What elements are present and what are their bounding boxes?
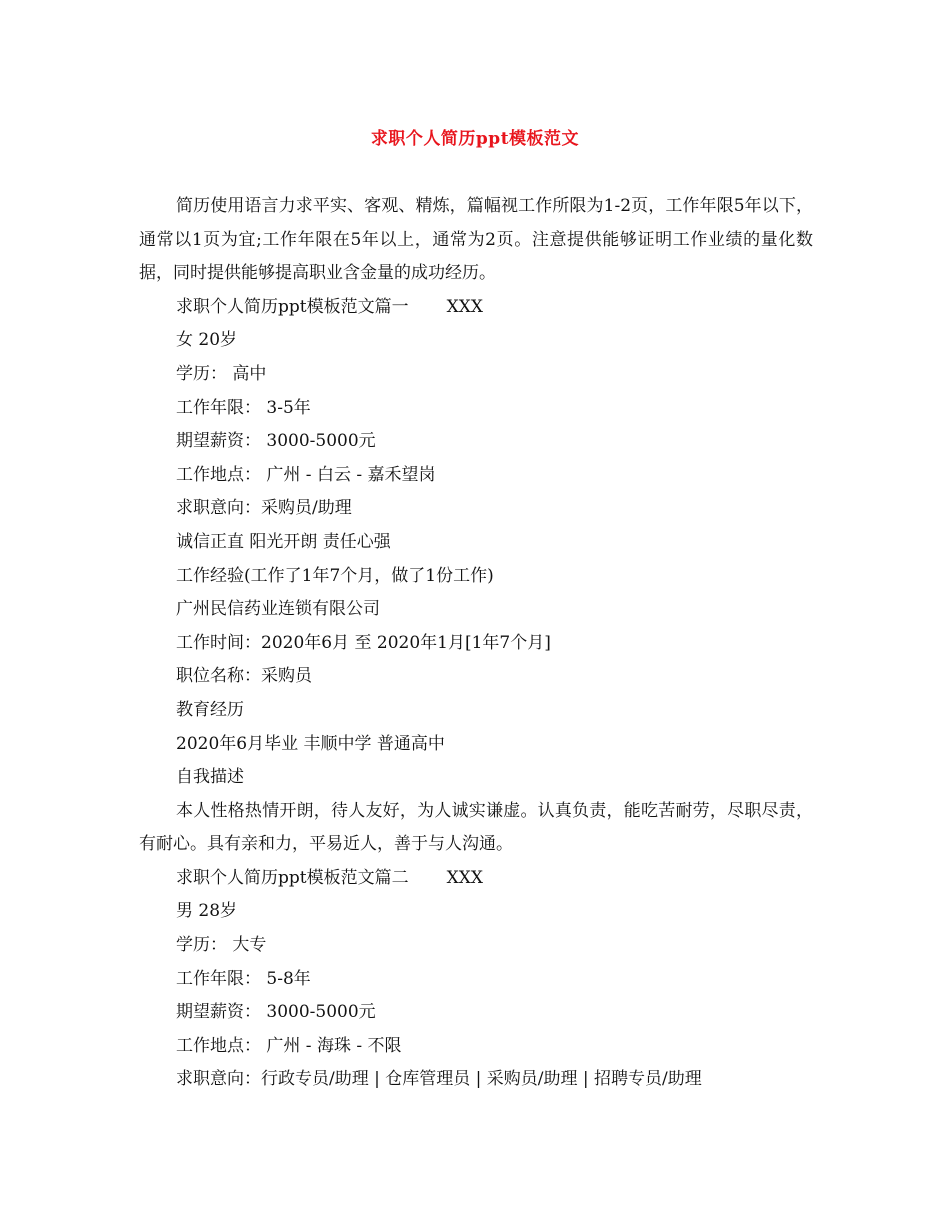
resume1-heading-line	[139, 291, 813, 325]
resume1-education: 学历： 高中	[176, 363, 267, 384]
resume1-position: 职位名称：采购员	[176, 666, 312, 687]
resume2-years: 工作年限： 5-8年	[176, 968, 311, 989]
resume2-heading-line	[139, 862, 813, 896]
resume2-gender-age: 男 28岁	[176, 901, 238, 922]
resume1-gender-age: 女 20岁	[176, 330, 238, 351]
resume1-self-heading: 自我描述	[176, 767, 244, 788]
resume2-heading: 求职个人简历ppt模板范文篇二	[176, 867, 409, 888]
resume1-education-heading: 教育经历	[176, 699, 244, 720]
resume1-name: XXX	[446, 296, 483, 317]
resume1-traits: 诚信正直 阳光开朗 责任心强	[176, 531, 391, 552]
document-title: 求职个人简历ppt模板范文	[370, 129, 580, 149]
resume1-heading: 求职个人简历ppt模板范文篇一	[176, 296, 409, 317]
resume1-years: 工作年限： 3-5年	[176, 397, 311, 418]
intro-paragraph: 简历使用语言力求平实、客观、精炼，篇幅视工作所限为1-2页，工作年限5年以下，通常以1页为宜;工作年限在5年以上，通常为2页。注意提供能够证明工作业绩的量化数据，同时提供能够提高职业含金量的成功经历。	[139, 196, 813, 284]
document-body	[139, 190, 813, 1097]
resume1-salary: 期望薪资： 3000-5000元	[176, 431, 376, 452]
resume1-experience-summary: 工作经验(工作了1年7个月，做了1份工作)	[176, 565, 494, 586]
resume1-self-description: 本人性格热情开朗，待人友好，为人诚实谦虚。认真负责，能吃苦耐劳，尽职尽责，有耐心。具有亲和力，平易近人，善于与人沟通。	[139, 800, 813, 855]
resume1-education-detail: 2020年6月毕业 丰顺中学 普通高中	[176, 733, 445, 754]
resume2-name: XXX	[446, 867, 483, 888]
resume2-salary: 期望薪资： 3000-5000元	[176, 1002, 376, 1023]
resume2-intention: 求职意向：行政专员/助理 | 仓库管理员 | 采购员/助理 | 招聘专员/助理	[176, 1069, 702, 1090]
resume2-education: 学历： 大专	[176, 935, 267, 956]
resume1-company: 广州民信药业连锁有限公司	[176, 599, 380, 620]
resume2-location: 工作地点： 广州 - 海珠 - 不限	[176, 1035, 402, 1056]
resume1-intention: 求职意向：采购员/助理	[176, 498, 352, 519]
resume1-work-time: 工作时间：2020年6月 至 2020年1月[1年7个月]	[176, 632, 551, 653]
resume1-location: 工作地点： 广州 - 白云 - 嘉禾望岗	[176, 464, 436, 485]
